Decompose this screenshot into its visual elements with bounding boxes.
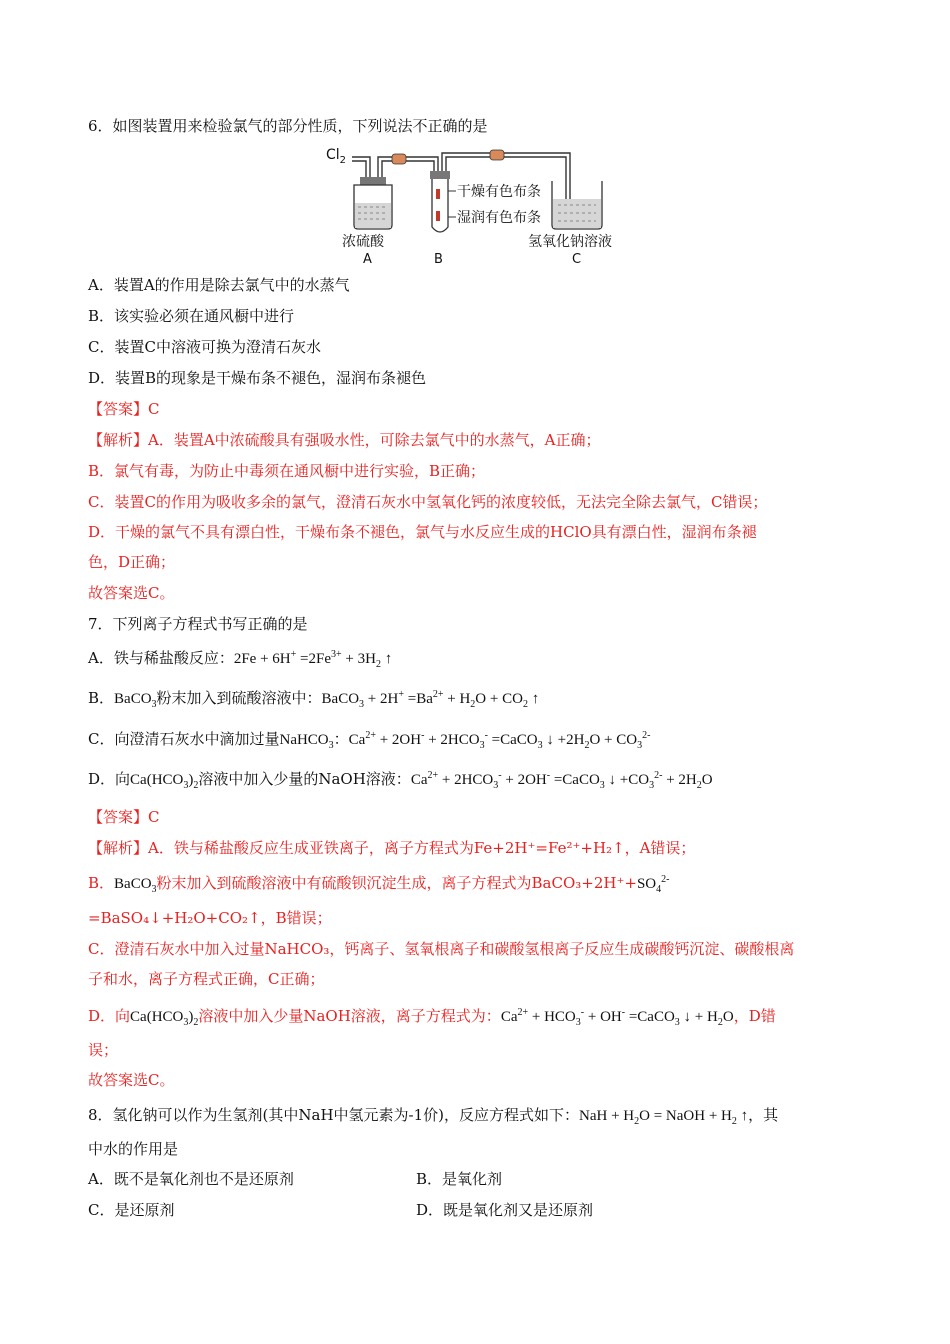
q7-analysis-d2: 误；	[88, 1041, 119, 1059]
q7-stem: 7．下列离子方程式书写正确的是	[88, 615, 308, 633]
q6-analysis-line: B．氯气有毒，为防止中毒须在通风橱中进行实验，B正确；	[88, 462, 486, 480]
q6-analysis-line: D．干燥的氯气不具有漂白性，干燥布条不褪色，氯气与水反应生成的HClO具有漂白性，湿润布条褪	[88, 523, 757, 541]
q6-analysis-line: 故答案选C。	[88, 584, 175, 602]
q6-stem: 6．如图装置用来检验氯气的部分性质，下列说法不正确的是	[88, 117, 488, 135]
q8-option-c: C．是还原剂	[88, 1201, 175, 1219]
q8-stem-line1: 8．氢化钠可以作为生氢剂(其中NaH中氢元素为-1价)，反应方程式如下：NaH + $H_2O$ = NaOH + $H_2$ ↑，其	[88, 1106, 779, 1127]
q7-analysis-c1: C．澄清石灰水中加入过量NaHCO₃，钙离子、氢氧根离子和碳酸氢根离子反应生成碳酸钙沉淀、碳酸根离	[88, 940, 795, 958]
q7-analysis-b2: =BaSO₄↓+H₂O+CO₂↑，B错误；	[88, 909, 332, 927]
q6-analysis-line: 【解析】A．装置A中浓硫酸具有强吸水性，可除去氯气中的水蒸气，A正确；	[88, 431, 601, 449]
q8-option-b: B．是氧化剂	[416, 1170, 503, 1188]
q6-option-d: D．装置B的现象是干燥布条不褪色，湿润布条褪色	[88, 369, 427, 387]
q6-analysis-line: 色，D正确；	[88, 553, 176, 571]
q7-final: 故答案选C。	[88, 1071, 175, 1089]
q7-analysis-c2: 子和水，离子方程式正确，C正确；	[88, 970, 325, 988]
q8-stem-line2: 中水的作用是	[88, 1140, 179, 1158]
q8-option-d: D．既是氧化剂又是还原剂	[416, 1201, 594, 1219]
apparatus-figure	[320, 143, 650, 268]
q6-analysis-line: C．装置C的作用为吸收多余的氯气，澄清石灰水中氢氧化钙的浓度较低，无法完全除去氯气，C错误；	[88, 493, 768, 511]
q6-answer: 【答案】C	[88, 400, 160, 418]
label-b: B	[434, 252, 443, 267]
q7-option-b: B．BaCO$_3$粉末加入到硫酸溶液中：BaCO$_3$ + $2H^+ =Ba^{2+} + H_2O + CO_2$ ↑	[88, 689, 540, 710]
wet-cloth-label: 湿润有色布条	[457, 210, 541, 226]
q8-option-a: A．既不是氧化剂也不是还原剂	[88, 1170, 294, 1188]
q7-answer: 【答案】C	[88, 808, 160, 826]
label-c-name: 氢氧化钠溶液	[528, 234, 612, 250]
label-a-name: 浓硫酸	[342, 234, 384, 250]
dry-cloth-label: 干燥有色布条	[457, 184, 541, 200]
q6-option-c: C．装置C中溶液可换为澄清石灰水	[88, 338, 321, 356]
q7-analysis-a: 【解析】A．铁与稀盐酸反应生成亚铁离子，离子方程式为Fe+2H⁺=Fe²⁺+H₂↑，A错误；	[88, 839, 696, 857]
q7-option-c: C．向澄清石灰水中滴加过量NaHCO$_3$：$Ca^{2+} + 2OH^- + 2HCO_3^-$ =CaCO$_3$ ↓ $+2H_2O + CO_3^{2-}$	[88, 730, 651, 751]
q6-option-a: A．装置A的作用是除去氯气中的水蒸气	[88, 276, 350, 294]
q6-option-b: B．该实验必须在通风橱中进行	[88, 307, 295, 325]
gas-label: $Cl_2$	[326, 147, 347, 166]
q7-analysis-d: D．向$Ca(HCO_3)_2$溶液中加入少量NaOH溶液，离子方程式为：$Ca^{2+} + HCO_3^- + OH^-$ =CaCO$_3$ ↓ + $H_2O$，D错	[88, 1007, 776, 1028]
label-a: A	[363, 252, 372, 267]
q7-analysis-b: B．BaCO$_3$粉末加入到硫酸溶液中有硫酸钡沉淀生成，离子方程式为$BaCO_3+2H^++SO_4^{2-}$	[88, 874, 670, 895]
label-c: C	[572, 252, 582, 267]
q7-option-a: A．铁与稀盐酸反应：$2Fe + 6H^+ =2Fe^{3+} + 3H_2$ ↑	[88, 649, 393, 670]
q7-option-d: D．向$Ca(HCO_3)_2$溶液中加入少量的NaOH溶液：$Ca^{2+} + 2HCO_3^- + 2OH^-$ =CaCO$_3$ ↓ $+CO_3^{2-} + 2H_2O$	[88, 770, 713, 791]
